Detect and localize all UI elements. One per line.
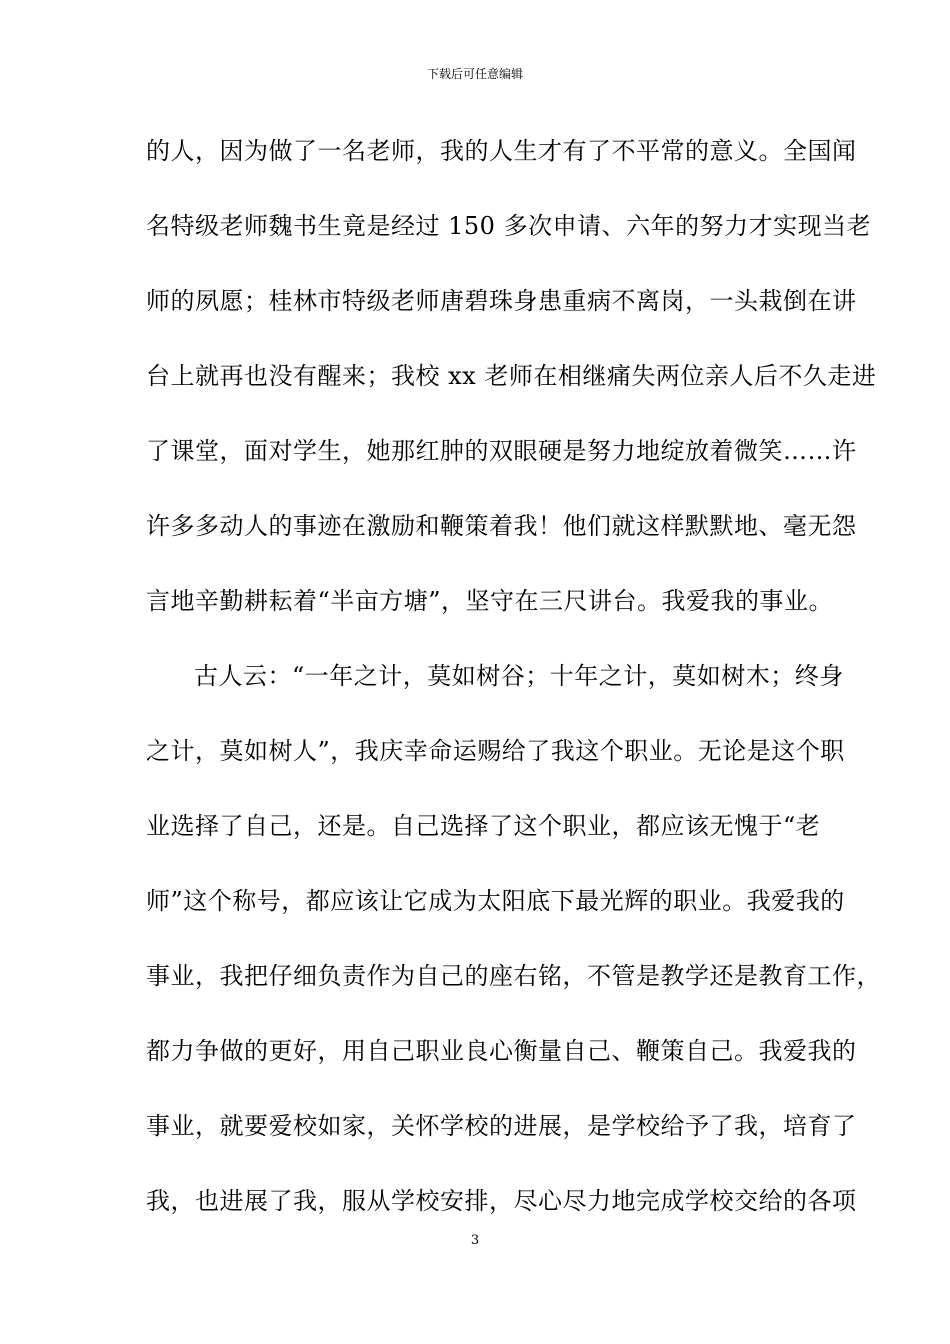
paragraph-first-line: 古人云：“一年之计，莫如树谷；十年之计，莫如树木；终身 xyxy=(194,662,844,690)
text-line: 之计，莫如树人”，我庆幸命运赐给了我这个职业。无论是这个职 xyxy=(146,737,845,765)
document-body xyxy=(146,126,881,1251)
text-line: 事业，就要爱校如家，关怀学校的进展，是学校给予了我，培育了 xyxy=(146,1112,857,1140)
text-line: 业选择了自己，还是。自己选择了这个职业，都应该无愧于“老 xyxy=(146,812,821,840)
text-line: 许多多动人的事迹在激励和鞭策着我！他们就这样默默地、毫无怨 xyxy=(146,512,857,540)
text-line: 都力争做的更好，用自己职业良心衡量自己、鞭策自己。我爱我的 xyxy=(146,1037,857,1065)
text-line: 了课堂，面对学生，她那红肿的双眼硬是努力地绽放着微笑……许 xyxy=(146,437,857,465)
text-line: 师”这个称号，都应该让它成为太阳底下最光辉的职业。我爱我的 xyxy=(146,887,845,915)
text-line: 台上就再也没有醒来；我校 xx 老师在相继痛失两位亲人后不久走进 xyxy=(146,362,877,390)
text-line: 师的夙愿；桂林市特级老师唐碧珠身患重病不离岗，一头栽倒在讲 xyxy=(146,287,857,315)
text-line: 事业，我把仔细负责作为自己的座右铭，不管是教学还是教育工作， xyxy=(146,962,881,990)
text-line: 我，也进展了我，服从学校安排，尽心尽力地完成学校交给的各项 xyxy=(146,1187,857,1215)
text-line: 的人，因为做了一名老师，我的人生才有了不平常的意义。全国闻 xyxy=(146,137,857,165)
text-line: 名特级老师魏书生竟是经过 150 多次申请、六年的努力才实现当老 xyxy=(146,212,872,240)
page-number: 3 xyxy=(470,1233,480,1248)
page-header: 下载后可任意编辑 xyxy=(426,67,523,81)
text-line: 言地辛勤耕耘着“半亩方塘”，坚守在三尺讲台。我爱我的事业。 xyxy=(146,587,834,615)
